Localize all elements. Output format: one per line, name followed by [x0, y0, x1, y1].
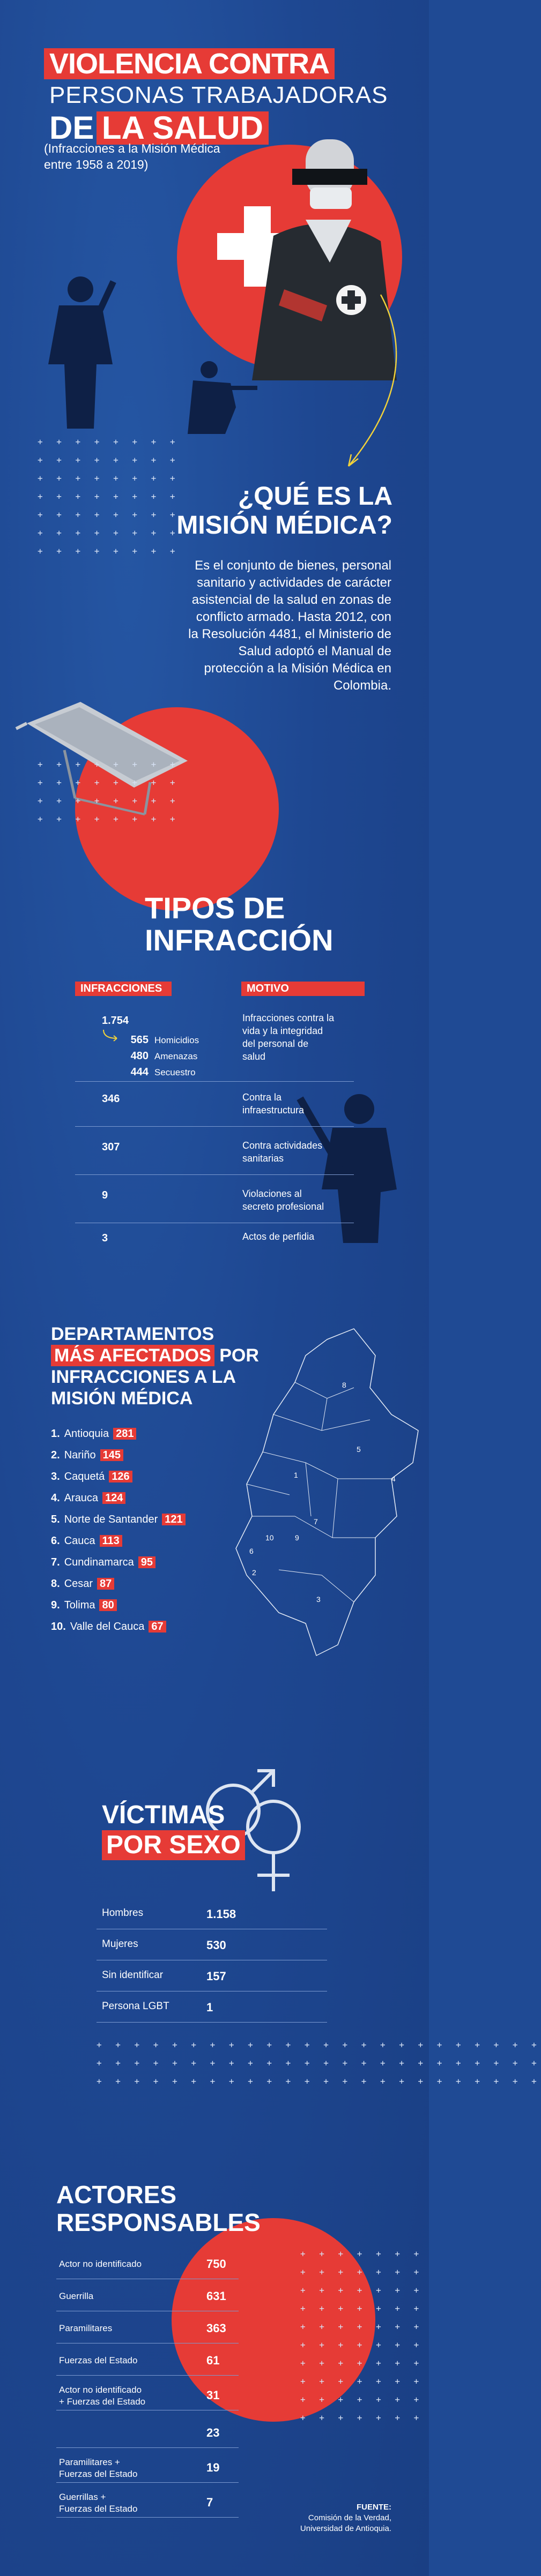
actor-label — [59, 2491, 198, 2515]
tipo-value: 3 — [102, 1232, 108, 1244]
actor-divider — [56, 2375, 239, 2376]
dep-rank: 9. — [51, 1599, 60, 1611]
dep-row — [51, 1428, 136, 1440]
actor-label — [59, 2290, 198, 2302]
motivo-line: del personal de — [242, 1038, 309, 1049]
mision-body-line: conflicto armado. Hasta 2012, con — [196, 610, 391, 624]
dep-value: 124 — [102, 1492, 125, 1504]
actor-label — [59, 2323, 198, 2334]
female-symbol-icon — [241, 1795, 311, 1902]
plus-pattern-2: + + + + + + + + + + + + + + + + + + + + + + + + + + + + + + + + — [38, 759, 180, 824]
tipo-motivo-line: infraestructura — [242, 1105, 305, 1115]
tipos-title-line2: INFRACCIÓN — [145, 923, 334, 957]
mision-body-line: asistencial de la salud en zonas de — [191, 593, 391, 607]
dep-rank: 8. — [51, 1578, 60, 1590]
main-total: 1.754 — [102, 1015, 129, 1027]
actor-label-line: Paramilitares — [59, 2323, 113, 2333]
mision-body — [145, 557, 391, 694]
actor-label-line: Fuerzas del Estado — [59, 2504, 138, 2514]
actor-value: 7 — [206, 2496, 213, 2509]
dep-row — [51, 1556, 155, 1569]
actor-divider — [56, 2447, 239, 2448]
sub-value: 480 — [130, 1050, 149, 1062]
dep-row — [51, 1449, 123, 1462]
motivo-line: Infracciones contra la — [242, 1013, 335, 1023]
mision-body-line: sanitario y actividades de carácter — [197, 575, 391, 590]
tipo-motivo-line: secreto profesional — [242, 1201, 324, 1212]
tipo-value: 9 — [102, 1189, 108, 1201]
dep-value: 67 — [149, 1621, 166, 1633]
dep-row — [51, 1535, 122, 1547]
source-line1: Comisión de la Verdad, — [308, 2513, 391, 2522]
mision-body-line: Es el conjunto de bienes, personal — [195, 558, 391, 573]
dep-row — [51, 1599, 117, 1612]
mision-title — [176, 482, 392, 540]
colombia-map-icon — [214, 1323, 424, 1688]
actor-value: 61 — [206, 2354, 220, 2367]
dep-name: Cauca — [64, 1535, 95, 1547]
header-section — [0, 0, 429, 450]
motivo-line: vida y la integridad — [242, 1025, 323, 1036]
map-label-5: 5 — [357, 1445, 361, 1454]
actor-label-line: Actor no identificado — [59, 2385, 142, 2395]
vict-label: Hombres — [102, 1907, 144, 1919]
actor-divider — [56, 2482, 239, 2483]
map-label-9: 9 — [295, 1533, 299, 1542]
dep-value: 87 — [97, 1578, 114, 1590]
dep-rank: 10. — [51, 1621, 66, 1633]
dep-name: Norte de Santander — [64, 1514, 158, 1525]
actor-divider — [56, 2517, 239, 2518]
actor-label-line: Guerrillas + — [59, 2492, 106, 2502]
dep-value: 80 — [99, 1599, 116, 1611]
actor-label — [59, 2384, 198, 2408]
dep-row — [51, 1578, 114, 1590]
dep-value: 113 — [100, 1535, 122, 1547]
dep-value: 281 — [113, 1428, 136, 1440]
actor-label — [59, 2457, 198, 2480]
actor-label-line: Fuerzas del Estado — [59, 2469, 138, 2479]
sub-label: Secuestro — [154, 1067, 196, 1077]
map-label-10: 10 — [265, 1533, 274, 1542]
sub-label: Homicidios — [154, 1035, 199, 1045]
col-infracciones: INFRACCIONES — [75, 982, 172, 996]
tipo-motivo-line: Contra la — [242, 1092, 282, 1103]
soldier-silhouette-icon — [32, 268, 129, 429]
actor-value: 631 — [206, 2289, 226, 2303]
tipos-section — [0, 879, 429, 1334]
vict-label: Persona LGBT — [102, 2001, 169, 2012]
dep-row — [51, 1621, 166, 1633]
dep-name: Tolima — [64, 1599, 95, 1611]
actor-label — [59, 2258, 198, 2270]
col-motivo: MOTIVO — [241, 982, 365, 996]
source-line2: Universidad de Antioquia. — [300, 2524, 391, 2533]
dep-title-line3: INFRACCIONES A LA — [51, 1367, 236, 1387]
victimas-title — [102, 1800, 245, 1860]
actor-label-line: Actor no identificado — [59, 2259, 142, 2269]
dep-name: Antioquia — [64, 1428, 109, 1440]
mision-title-line2: MISIÓN MÉDICA? — [176, 511, 392, 540]
dep-row — [51, 1514, 186, 1526]
vict-label: Mujeres — [102, 1938, 138, 1950]
tipo-motivo-line: Actos de perfidia — [242, 1231, 315, 1242]
mision-title-line1: ¿QUÉ ES LA — [238, 482, 392, 511]
subtitle-line2: entre 1958 a 2019) — [44, 158, 149, 171]
dep-title-line1: DEPARTAMENTOS — [51, 1324, 214, 1344]
tipo-motivo — [242, 1139, 322, 1165]
dep-name: Cesar — [64, 1578, 93, 1590]
vict-divider — [97, 2022, 327, 2023]
branch-arrow — [101, 1029, 122, 1045]
mision-body-line: la Resolución 4481, el Ministerio de — [188, 627, 391, 641]
sub-value: 444 — [130, 1066, 149, 1078]
dep-row — [51, 1492, 125, 1504]
dep-rank: 5. — [51, 1514, 60, 1525]
actor-label — [59, 2355, 198, 2367]
map-label-1: 1 — [294, 1471, 298, 1479]
plus-pattern-1: + + + + + + + + + + + + + + + + + + + + + + + + + + + + + + + + + + + + + + + + + + + + + + + + + + + + + + + + — [38, 437, 180, 556]
dep-rank: 1. — [51, 1428, 60, 1440]
map-label-3: 3 — [316, 1595, 321, 1604]
actores-title — [56, 2181, 261, 2236]
dep-name: Cundinamarca — [64, 1556, 134, 1568]
victimas-title-line1: VÍCTIMAS — [102, 1801, 225, 1829]
sub-value: 565 — [130, 1034, 149, 1046]
vict-value: 1 — [206, 2001, 213, 2014]
dep-title-line4: MISIÓN MÉDICA — [51, 1388, 193, 1409]
dep-rank: 7. — [51, 1556, 60, 1568]
tipo-motivo-line: Violaciones al — [242, 1188, 302, 1199]
subtitle-line1: (Infracciones a la Misión Médica — [44, 141, 220, 155]
dep-name: Caquetá — [64, 1471, 105, 1482]
plus-pattern-3: + + + + + + + + + + + + + + + + + + + + + + + + + + + + + + + + + + + + + + + + + + + + + + + + + + + + + + + + + + + + + + + + + + + + + + + + — [97, 2040, 541, 2086]
actor-label-line: + Fuerzas del Estado — [59, 2397, 146, 2407]
dep-rank: 6. — [51, 1535, 60, 1547]
soldier-silhouette-small — [172, 354, 257, 434]
actores-title-line2: RESPONSABLES — [56, 2208, 261, 2236]
actores-title-line1: ACTORES — [56, 2181, 177, 2208]
tipo-motivo-line: sanitarias — [242, 1153, 284, 1164]
title-block — [44, 48, 388, 145]
dep-name: Arauca — [64, 1492, 99, 1504]
victimas-title-line2: POR SEXO — [102, 1830, 245, 1860]
dep-row — [51, 1471, 132, 1483]
tipo-divider — [75, 1174, 354, 1175]
source-title: FUENTE: — [357, 2503, 391, 2512]
tipo-motivo-line: Contra actividades — [242, 1140, 323, 1151]
title-line1: VIOLENCIA CONTRA — [44, 48, 335, 79]
title-line3-b: LA SALUD — [97, 111, 269, 145]
dep-rank: 3. — [51, 1471, 60, 1482]
mision-body-line: Colombia. — [333, 678, 391, 693]
dep-name: Valle del Cauca — [70, 1621, 145, 1633]
dep-rank: 2. — [51, 1449, 60, 1461]
dep-value: 126 — [109, 1471, 132, 1482]
map-label-6: 6 — [249, 1547, 254, 1555]
dep-title-highlight: MÁS AFECTADOS — [51, 1345, 214, 1366]
first-motivo — [242, 1012, 360, 1063]
actor-value: 363 — [206, 2322, 226, 2335]
tipos-title-line1: TIPOS DE — [145, 891, 285, 925]
actor-label-line: Guerrilla — [59, 2291, 94, 2301]
dep-value: 95 — [138, 1556, 155, 1568]
departamentos-section — [0, 1323, 429, 1741]
actor-label-line: Paramilitares + — [59, 2457, 120, 2467]
tipo-divider — [75, 1126, 354, 1127]
dep-title-line2-b: POR — [219, 1345, 259, 1366]
title-line2: PERSONAS TRABAJADORAS — [49, 82, 388, 108]
vict-label: Sin identificar — [102, 1970, 164, 1981]
map-label-4: 4 — [391, 1474, 396, 1483]
plus-pattern-4: + + + + + + + + + + + + + + + + + + + + + + + + + + + + + + + + + + + + + + + + + + + + + + + + + + + + + + + + + + + + + + + + + + + + + + — [300, 2249, 424, 2423]
actor-value: 19 — [206, 2461, 220, 2474]
tipo-motivo — [242, 1230, 314, 1243]
tipos-title — [145, 892, 334, 956]
motivo-line: salud — [242, 1051, 266, 1062]
map-label-7: 7 — [314, 1517, 318, 1526]
actor-value: 23 — [206, 2426, 220, 2439]
mision-body-line: Salud adoptó el Manual de — [238, 644, 391, 658]
actor-value: 750 — [206, 2257, 226, 2271]
actores-section — [0, 2127, 429, 2576]
subtitle — [44, 140, 220, 173]
source-block — [300, 2502, 391, 2534]
vict-value: 157 — [206, 1970, 226, 1983]
dep-value: 145 — [100, 1449, 123, 1461]
vict-value: 1.158 — [206, 1907, 236, 1921]
map-label-8: 8 — [342, 1381, 346, 1389]
map-label-2: 2 — [252, 1568, 256, 1577]
vict-value: 530 — [206, 1938, 226, 1952]
tipo-motivo — [242, 1187, 324, 1213]
actor-label-line: Fuerzas del Estado — [59, 2355, 138, 2365]
dep-name: Nariño — [64, 1449, 96, 1461]
tipo-value: 307 — [102, 1141, 120, 1153]
dep-rank: 4. — [51, 1492, 60, 1504]
mision-body-line: protección a la Misión Médica en — [204, 661, 391, 676]
victimas-section — [0, 1763, 429, 2063]
tipo-motivo — [242, 1091, 304, 1117]
sub-label: Amenazas — [154, 1051, 198, 1061]
title-line3-a: DE — [49, 110, 94, 146]
tipo-value: 346 — [102, 1093, 120, 1105]
dep-value: 121 — [162, 1514, 185, 1525]
actor-value: 31 — [206, 2388, 220, 2402]
